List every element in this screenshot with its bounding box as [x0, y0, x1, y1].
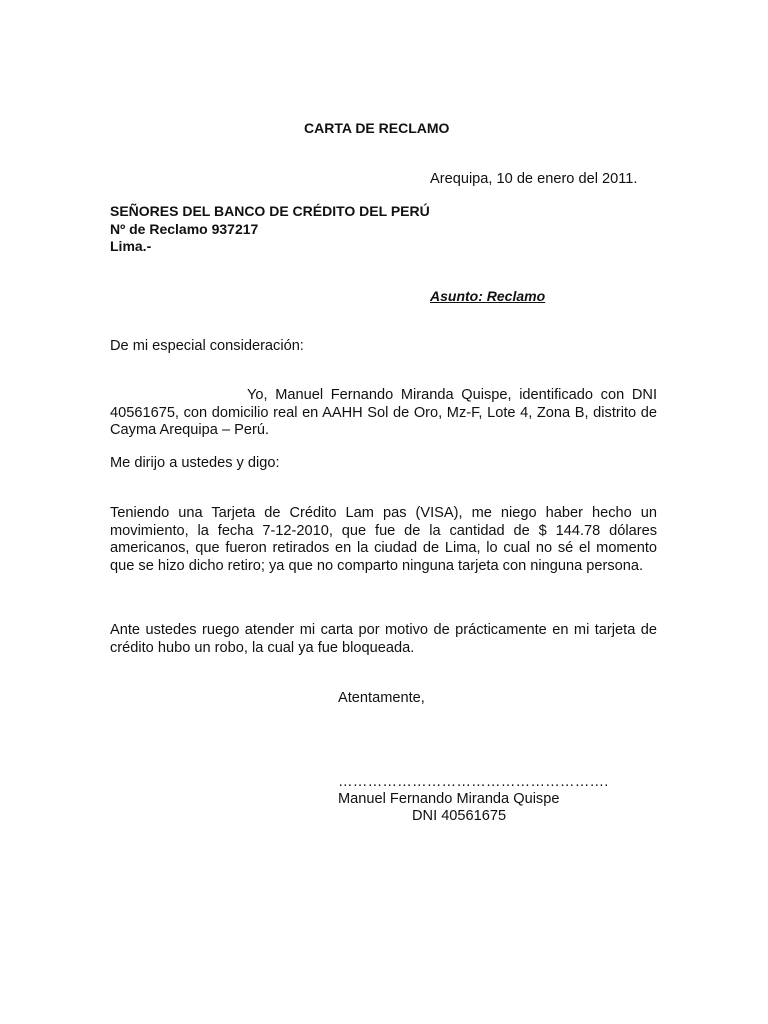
- closing: Atentamente,: [338, 690, 425, 706]
- claim-number: Nº de Reclamo 937217: [110, 220, 259, 237]
- address-paragraph: Me dirijo a ustedes y digo:: [110, 455, 280, 471]
- signature-name: Manuel Fernando Miranda Quispe: [338, 791, 560, 807]
- recipient-bank: SEÑORES DEL BANCO DE CRÉDITO DEL PERÚ: [110, 203, 430, 219]
- recipient-city: Lima.-: [110, 238, 152, 254]
- letter-title: CARTA DE RECLAMO: [304, 120, 450, 136]
- signature-dni: DNI 40561675: [412, 808, 507, 824]
- body-paragraph: Teniendo una Tarjeta de Crédito Lam pas (VISA), me niego haber hecho un movimiento, la fecha 7-12-2010, que fue de la cantidad de $ 144.78 dólares americanos, que fueron retirados en la ciudad de Lima, lo cual no sé el momento que se hizo dicho retiro; ya que no comparto ninguna tarjeta con ninguna persona.: [110, 505, 657, 574]
- greeting: De mi especial consideración:: [110, 338, 304, 354]
- recipient-block: [110, 203, 430, 256]
- intro-paragraph: Yo, Manuel Fernando Miranda Quispe, identificado con DNI 40561675, con domicilio real en AAHH Sol de Oro, Mz-F, Lote 4, Zona B, distrito de Cayma Arequipa – Perú.: [110, 387, 657, 438]
- place-date: Arequipa, 10 de enero del 2011.: [430, 171, 638, 187]
- request-paragraph: Ante ustedes ruego atender mi carta por motivo de prácticamente en mi tarjeta de crédito hubo un robo, la cual ya fue bloqueada.: [110, 622, 657, 656]
- signature-line: ……………………………………………….: [338, 774, 609, 790]
- subject-line: Asunto: Reclamo: [430, 288, 546, 304]
